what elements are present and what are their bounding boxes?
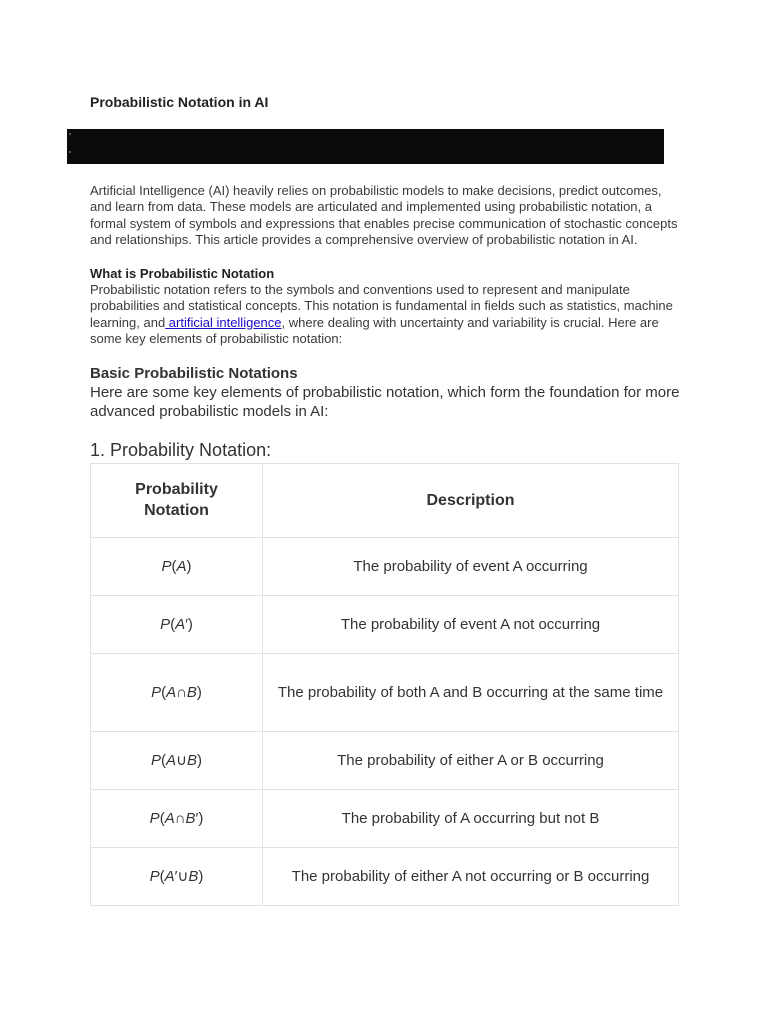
dark-banner: [67, 129, 664, 164]
table-row: [91, 789, 679, 847]
table-row: [91, 537, 679, 595]
banner-dot: [69, 151, 71, 153]
table-row: [91, 847, 679, 905]
column-header-description: Description: [263, 463, 679, 537]
what-is-text-after: , where dealing with uncertainty and variability is crucial. Here are some key elements of probabilistic notation:: [90, 314, 659, 347]
notation-cell: P(A∪B): [91, 731, 263, 789]
notation-cell: P(A′∪B): [91, 847, 263, 905]
table-header-row: [91, 463, 679, 537]
what-is-paragraph: [90, 282, 685, 348]
table-row: [91, 731, 679, 789]
description-cell: The probability of either A not occurring or B occurring: [263, 847, 679, 905]
notation-cell: P(A): [91, 537, 263, 595]
basic-notations-heading: Basic Probabilistic Notations: [90, 364, 298, 382]
basic-notations-paragraph: Here are some key elements of probabilistic notation, which form the foundation for more advanced probabilistic models in AI:: [90, 383, 680, 420]
what-is-text-before: Probabilistic notation refers to the symbols and conventions used to represent and manipulate probabilities and statistical concepts. This notation is fundamental in fields such as statistics, machine learning, and: [90, 282, 673, 330]
page-title: Probabilistic Notation in AI: [90, 94, 269, 110]
description-cell: The probability of either A or B occurring: [263, 731, 679, 789]
artificial-intelligence-link[interactable]: artificial intelligence: [165, 314, 282, 330]
table-row: [91, 595, 679, 653]
column-header-notation: Probability Notation: [91, 463, 263, 537]
description-cell: The probability of A occurring but not B: [263, 789, 679, 847]
description-cell: The probability of event A not occurring: [263, 595, 679, 653]
notation-cell: P(A∩B): [91, 653, 263, 731]
probability-notation-heading: 1. Probability Notation:: [90, 439, 272, 460]
description-cell: The probability of both A and B occurring at the same time: [263, 653, 679, 731]
banner-dot: [69, 133, 71, 135]
intro-paragraph: Artificial Intelligence (AI) heavily relies on probabilistic models to make decisions, predict outcomes, and learn from data. These models are articulated and implemented using probabilistic notation, a formal system of symbols and expressions that enables precise communication of stochastic concepts and relationships. This article provides a comprehensive overview of probabilistic notation in AI.: [90, 183, 678, 248]
what-is-heading: What is Probabilistic Notation: [90, 265, 275, 281]
table-row: [91, 653, 679, 731]
article-content: [90, 183, 685, 906]
description-cell: The probability of event A occurring: [263, 537, 679, 595]
notation-cell: P(A∩B′): [91, 789, 263, 847]
notation-cell: P(A′): [91, 595, 263, 653]
notation-table: [90, 463, 679, 906]
